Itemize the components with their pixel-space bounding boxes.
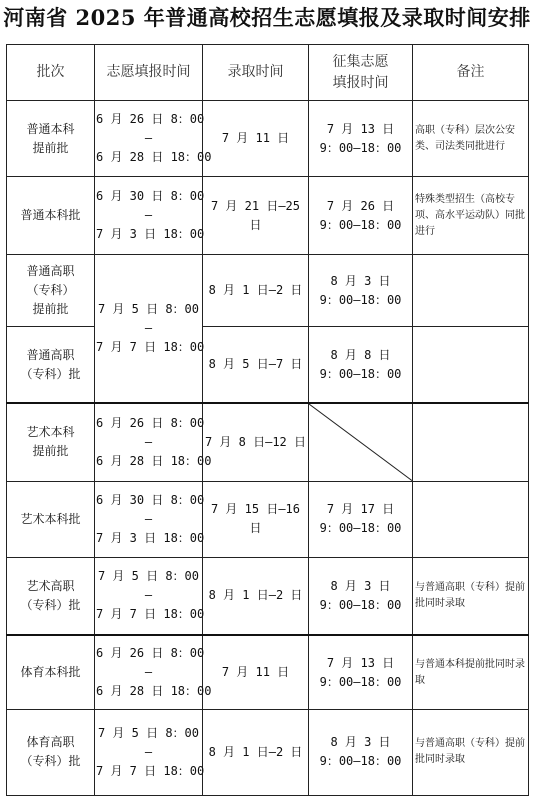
header-fill-time: 志愿填报时间	[95, 45, 203, 101]
batch-line: 普通高职	[26, 264, 75, 279]
fill-end: 7 月 7 日 18：00	[96, 340, 205, 355]
fill-time-cell	[95, 255, 203, 403]
table-row	[7, 403, 529, 481]
solicit-date: 7 月 13 日	[326, 655, 395, 670]
fill-start: 7 月 5 日 8：00	[97, 725, 200, 740]
solicit-hours: 9：00—18：00	[319, 754, 402, 769]
fill-end: 7 月 3 日 18：00	[96, 227, 205, 242]
batch-line: 普通本科批	[20, 208, 81, 223]
batch-line: 提前批	[32, 302, 69, 317]
fill-time-cell	[95, 635, 212, 709]
remarks-cell: 与普通高职（专科）提前批同时录取	[413, 709, 529, 795]
header-row	[7, 45, 529, 101]
batch-line: 普通本科	[26, 121, 75, 136]
table-row	[7, 635, 529, 709]
remarks-cell	[413, 255, 529, 327]
fill-dash: —	[144, 208, 153, 223]
table-row	[7, 709, 529, 795]
remarks-cell	[413, 327, 529, 403]
solicit-hours: 9：00—18：00	[319, 140, 402, 155]
batch-cell	[7, 177, 95, 255]
batch-line: 体育高职	[26, 735, 75, 750]
diagonal-slash	[309, 404, 412, 481]
solicit-date: 7 月 13 日	[326, 121, 395, 136]
header-admit-time: 录取时间	[203, 45, 309, 101]
remarks-cell	[413, 403, 529, 481]
solicit-date: 8 月 3 日	[330, 578, 391, 593]
batch-cell	[7, 635, 95, 709]
admit-time-cell: 8 月 1 日–2 日	[203, 557, 309, 635]
remarks-cell: 特殊类型招生（高校专项、高水平运动队）同批进行	[413, 177, 529, 255]
solicit-time-cell	[309, 255, 413, 327]
page-title: 河南省 2025 年普通高校招生志愿填报及录取时间安排	[3, 5, 531, 30]
fill-dash: —	[144, 434, 153, 449]
fill-dash: —	[144, 588, 153, 603]
batch-line: 艺术本科批	[20, 511, 81, 526]
header-solicit-time	[309, 45, 413, 101]
header-batch: 批次	[7, 45, 95, 101]
fill-dash: —	[144, 131, 153, 146]
batch-line: （专科）	[26, 283, 75, 298]
fill-start: 6 月 30 日 8：00	[96, 492, 205, 507]
solicit-hours: 9：00—18：00	[319, 597, 402, 612]
solicit-hours: 9：00—18：00	[319, 366, 402, 381]
remarks-cell: 高职（专科）层次公安类、司法类同批进行	[413, 101, 529, 177]
solicit-hours: 9：00—18：00	[319, 674, 402, 689]
solicit-date: 7 月 26 日	[326, 198, 395, 213]
batch-cell	[7, 403, 95, 481]
batch-line: 艺术高职	[26, 578, 75, 593]
table-row	[7, 481, 529, 557]
fill-end: 7 月 7 日 18：00	[96, 607, 205, 622]
admit-time-cell: 8 月 1 日–2 日	[203, 255, 309, 327]
solicit-hours: 9：00—18：00	[319, 521, 402, 536]
batch-cell	[7, 481, 95, 557]
admit-time-cell: 8 月 1 日–2 日	[203, 709, 309, 795]
admit-time-cell: 8 月 5 日–7 日	[203, 327, 309, 403]
fill-time-cell	[95, 101, 212, 177]
admit-time-cell: 7 月 15 日–16 日	[203, 481, 309, 557]
fill-start: 6 月 26 日 8：00	[96, 646, 205, 661]
fill-time-cell	[95, 709, 203, 795]
solicit-hours: 9：00—18：00	[319, 292, 402, 307]
batch-line: 艺术本科	[26, 425, 75, 440]
admit-time-cell: 7 月 11 日	[203, 635, 309, 709]
solicit-time-cell	[309, 101, 413, 177]
fill-time-cell	[95, 177, 203, 255]
solicit-time-cell	[309, 327, 413, 403]
batch-cell	[7, 557, 95, 635]
fill-start: 6 月 26 日 8：00	[96, 112, 205, 127]
fill-time-cell	[95, 403, 212, 481]
table-row	[7, 101, 529, 177]
fill-start: 6 月 26 日 8：00	[96, 415, 205, 430]
batch-cell	[7, 101, 95, 177]
solicit-time-cell	[309, 635, 413, 709]
batch-line: 提前批	[32, 140, 69, 155]
batch-line: （专科）批	[20, 754, 81, 769]
batch-line: （专科）批	[20, 366, 81, 381]
fill-time-cell	[95, 481, 203, 557]
fill-start: 7 月 5 日 8：00	[97, 569, 200, 584]
fill-end: 6 月 28 日 18：00	[96, 150, 212, 165]
remarks-cell: 与普通高职（专科）提前批同时录取	[413, 557, 529, 635]
admit-time-cell: 7 月 8 日–12 日	[203, 403, 309, 481]
table-row	[7, 177, 529, 255]
header-solicit-line: 征集志愿	[332, 53, 389, 70]
admit-time-cell: 7 月 21 日–25 日	[203, 177, 309, 255]
batch-line: （专科）批	[20, 597, 81, 612]
fill-end: 7 月 3 日 18：00	[96, 530, 205, 545]
remarks-cell: 与普通本科提前批同时录取	[413, 635, 529, 709]
solicit-time-cell	[309, 557, 413, 635]
table-row	[7, 255, 529, 327]
batch-cell	[7, 327, 95, 403]
solicit-time-cell-empty	[309, 403, 413, 481]
remarks-cell	[413, 481, 529, 557]
solicit-hours: 9：00—18：00	[319, 217, 402, 232]
fill-time-cell	[95, 557, 203, 635]
solicit-date: 8 月 8 日	[330, 347, 391, 362]
table-row	[7, 327, 529, 403]
solicit-time-cell	[309, 709, 413, 795]
fill-dash: —	[144, 665, 153, 680]
header-remarks: 备注	[413, 45, 529, 101]
fill-end: 6 月 28 日 18：00	[96, 684, 212, 699]
admit-time-cell: 7 月 11 日	[203, 101, 309, 177]
batch-line: 提前批	[32, 444, 69, 459]
header-solicit-line: 填报时间	[332, 74, 389, 91]
fill-dash: —	[144, 511, 153, 526]
solicit-date: 7 月 17 日	[326, 502, 395, 517]
batch-cell	[7, 709, 95, 795]
solicit-time-cell	[309, 481, 413, 557]
fill-end: 7 月 7 日 18：00	[96, 763, 205, 778]
fill-dash: —	[144, 744, 153, 759]
batch-line: 体育本科批	[20, 665, 81, 680]
table-row	[7, 557, 529, 635]
fill-end: 6 月 28 日 18：00	[96, 453, 212, 468]
solicit-date: 8 月 3 日	[330, 273, 391, 288]
fill-dash: —	[144, 321, 153, 336]
batch-cell	[7, 255, 95, 327]
fill-start: 6 月 30 日 8：00	[96, 189, 205, 204]
solicit-date: 8 月 3 日	[330, 735, 391, 750]
solicit-time-cell	[309, 177, 413, 255]
schedule-table	[6, 44, 529, 796]
batch-line: 普通高职	[26, 347, 75, 362]
fill-start: 7 月 5 日 8：00	[97, 302, 200, 317]
